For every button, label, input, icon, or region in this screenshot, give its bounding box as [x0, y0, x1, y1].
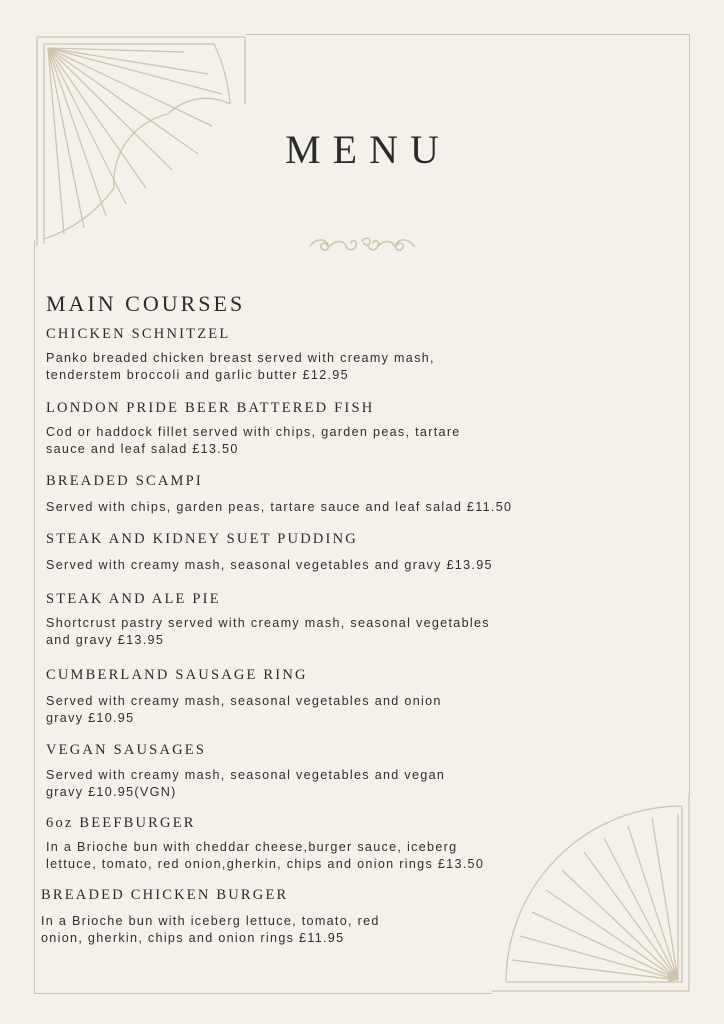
frame-left-line: [34, 240, 35, 994]
menu-item: [46, 325, 626, 384]
item-description: Panko breaded chicken breast served with creamy mash, tenderstem broccoli and garlic butter £12.95: [46, 351, 435, 382]
item-name: 6oz BEEFBURGER: [46, 815, 196, 831]
item-description: Shortcrust pastry served with creamy mash, seasonal vegetables and gravy £13.95: [46, 616, 490, 647]
item-description: Served with chips, garden peas, tartare sauce and leaf salad £11.50: [46, 500, 513, 514]
section-heading: MAIN COURSES: [46, 291, 246, 316]
menu-item: [46, 741, 626, 801]
menu-item: [46, 590, 626, 649]
menu-item: [46, 666, 626, 727]
menu-item: [46, 814, 626, 873]
menu-title: MENU: [285, 127, 451, 172]
menu-item: [46, 530, 626, 574]
menu-item: [46, 399, 626, 458]
item-description: Served with creamy mash, seasonal vegetables and vegan gravy £10.95(VGN): [46, 768, 446, 799]
menu-item: [41, 886, 621, 947]
item-name: STEAK AND KIDNEY SUET PUDDING: [46, 531, 358, 547]
item-description: In a Brioche bun with iceberg lettuce, tomato, red onion, gherkin, chips and onion rings £11.95: [41, 914, 380, 945]
item-name: CUMBERLAND SAUSAGE RING: [46, 667, 308, 683]
frame-bottom-line: [34, 993, 492, 994]
item-name: BREADED SCAMPI: [46, 473, 203, 489]
item-description: Served with creamy mash, seasonal vegetables and onion gravy £10.95: [46, 694, 442, 725]
item-description: In a Brioche bun with cheddar cheese,burger sauce, iceberg lettuce, tomato, red onion,gherkin, chips and onion rings £13.50: [46, 840, 485, 871]
item-name: VEGAN SAUSAGES: [46, 742, 207, 758]
menu-item: [46, 472, 626, 516]
frame-top-line: [246, 34, 690, 35]
item-name: STEAK AND ALE PIE: [46, 591, 221, 607]
item-description: Cod or haddock fillet served with chips, garden peas, tartare sauce and leaf salad £13.50: [46, 425, 461, 456]
flourish-divider-icon: [308, 234, 416, 256]
item-name: LONDON PRIDE BEER BATTERED FISH: [46, 400, 375, 416]
item-name: CHICKEN SCHNITZEL: [46, 326, 231, 342]
item-description: Served with creamy mash, seasonal vegetables and gravy £13.95: [46, 558, 493, 572]
item-name: BREADED CHICKEN BURGER: [41, 887, 289, 903]
